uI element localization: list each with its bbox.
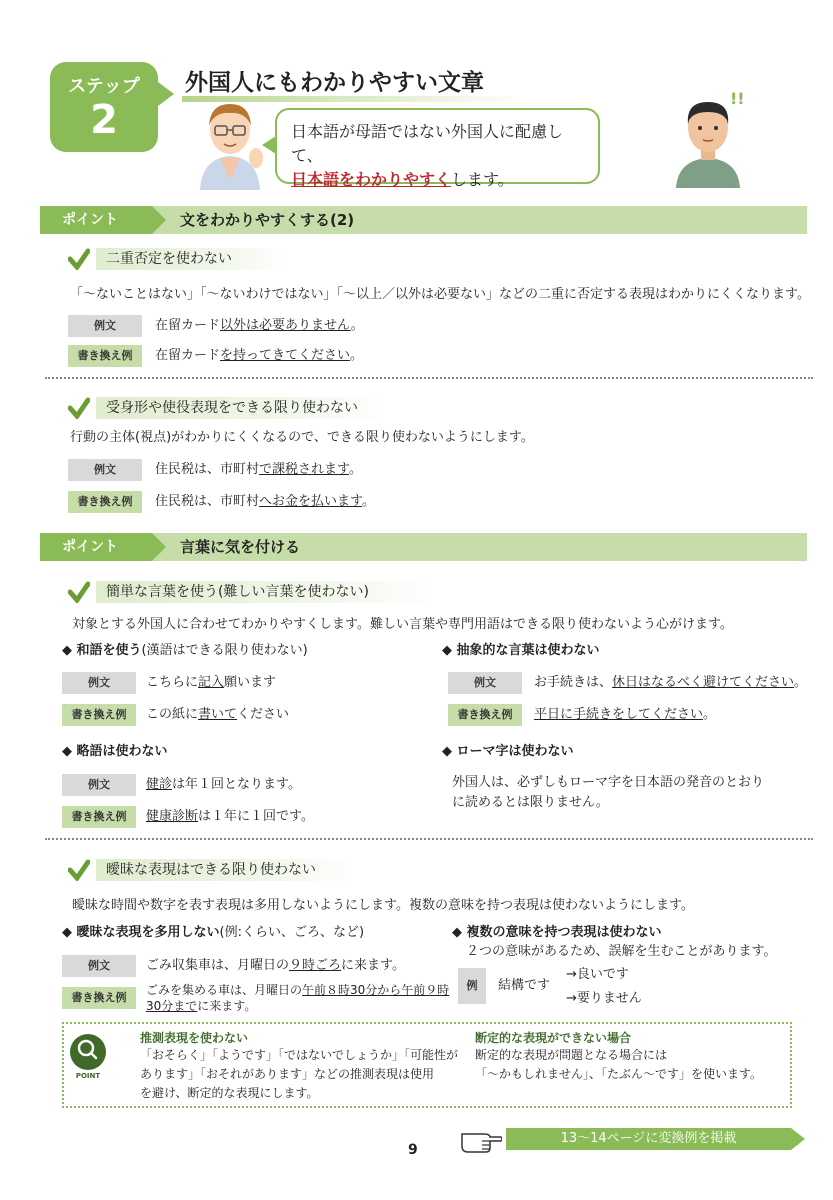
example-sentence: こちらに記入願います bbox=[146, 675, 277, 690]
sub-heading-ambiguous: 曖昧な表現はできる限り使わない bbox=[106, 862, 316, 878]
rewrite-sentence: 健康診断は１年に１回です。 bbox=[146, 809, 314, 824]
tip-right-body: 断定的な表現が問題となる場合には 「～かもしれません」、「たぶん～です」を使います。 bbox=[475, 1048, 763, 1081]
bubble-line2 bbox=[291, 168, 584, 192]
rewrite-tag: 書き換え例 bbox=[68, 345, 142, 367]
example-tag: 例文 bbox=[62, 672, 136, 694]
point-icon-label: POINT bbox=[75, 1072, 101, 1080]
rewrite-tag: 書き換え例 bbox=[68, 491, 142, 513]
example-tag: 例文 bbox=[68, 459, 142, 481]
bubble-tail bbox=[262, 136, 276, 154]
phrase-kekkou: 結構です bbox=[498, 978, 551, 993]
example-sentence: 健診は年１回となります。 bbox=[146, 777, 301, 792]
bullet-romaji: ◆ ローマ字は使わない bbox=[442, 744, 574, 759]
bullet-multiple-meaning: ◆ 複数の意味を持つ表現は使わない bbox=[452, 925, 662, 940]
example-sentence: ごみ収集車は、月曜日の９時ごろに来ます。 bbox=[146, 958, 405, 973]
rewrite-sentence: 平日に手続きをしてください。 bbox=[534, 707, 717, 722]
rewrite-tag: 書き換え例 bbox=[62, 987, 136, 1009]
romaji-line1: 外国人は、必ずしもローマ字を日本語の発音のとおり bbox=[452, 775, 765, 790]
check-icon bbox=[68, 581, 90, 603]
example-tag: 例文 bbox=[448, 672, 522, 694]
example-tag: 例文 bbox=[62, 774, 136, 796]
point-magnifier-icon bbox=[70, 1034, 106, 1070]
point1-title: 文をわかりやすくする(2) bbox=[180, 211, 355, 229]
bullet-ambiguous: ◆ 曖昧な表現を多用しない(例:くらい、ごろ、など) bbox=[62, 925, 365, 940]
example-sentence: お手続きは、休日はなるべく避けてください。 bbox=[534, 675, 808, 690]
sub-heading-simple-words: 簡単な言葉を使う(難しい言葉を使わない) bbox=[106, 584, 369, 600]
example-tag: 例文 bbox=[62, 955, 136, 977]
bullet-abbreviation: ◆ 略語は使わない bbox=[62, 744, 168, 759]
example-tag-short: 例 bbox=[458, 968, 486, 1004]
page-title: 外国人にもわかりやすい文章 bbox=[185, 70, 484, 96]
rewrite-tag: 書き換え例 bbox=[62, 704, 136, 726]
bubble-line1: 日本語が母語ではない外国人に配慮して、 bbox=[291, 122, 564, 165]
bullet-abstract: ◆ 抽象的な言葉は使わない bbox=[442, 643, 600, 658]
point2-title: 言葉に気を付ける bbox=[180, 538, 301, 556]
tip-left-heading: 推測表現を使わない bbox=[140, 1031, 249, 1045]
sub-heading-double-negative: 二重否定を使わない bbox=[106, 251, 232, 267]
desc-passive: 行動の主体(視点)がわかりにくくなるので、できる限り使わないようにします。 bbox=[70, 430, 534, 445]
rewrite-sentence: 住民税は、市町村へお金を払います。 bbox=[155, 494, 375, 509]
dotted-divider bbox=[45, 377, 813, 379]
teacher-illustration-icon bbox=[190, 96, 270, 190]
check-icon bbox=[68, 397, 90, 419]
check-icon bbox=[68, 248, 90, 270]
meaning-not-needed: →要りません bbox=[566, 991, 642, 1006]
point1-label: ポイント bbox=[40, 206, 152, 234]
example-sentence: 在留カード以外は必要ありません。 bbox=[155, 318, 364, 333]
tip-left-body: 「おそらく」「ようです」「ではないでしょうか」「可能性が あります」「おそれがあります」などの推測表現は使用 を避け、断定的な表現にします。 bbox=[140, 1048, 459, 1100]
multiple-meaning-desc: ２つの意味があるため、誤解を生むことがあります。 bbox=[466, 944, 777, 959]
romaji-line2: に読めるとは限りません。 bbox=[452, 795, 609, 810]
rewrite-sentence: この紙に書いてください bbox=[146, 707, 290, 722]
bubble-emphasis: 日本語をわかりやすく bbox=[291, 170, 452, 189]
dotted-divider bbox=[45, 838, 813, 840]
rewrite-sentence: 在留カードを持ってきてください。 bbox=[155, 348, 364, 363]
page-number: 9 bbox=[408, 1142, 418, 1158]
desc-ambiguous: 曖昧な時間や数字を表す表現は多用しないようにします。複数の意味を持つ表現は使わないようにします。 bbox=[72, 898, 694, 913]
conversion-examples-link[interactable]: 13～14ページに変換例を掲載 bbox=[506, 1128, 791, 1150]
rewrite-tag: 書き換え例 bbox=[448, 704, 522, 726]
sub-heading-passive: 受身形や使役表現をできる限り使わない bbox=[106, 400, 358, 416]
desc-double-negative: 「～ないことはない」「～ないわけではない」「～以上／以外は必要ない」などの二重に否定する表現はわかりにくくなります。 bbox=[70, 287, 810, 302]
step-badge bbox=[50, 62, 158, 152]
check-icon bbox=[68, 859, 90, 881]
rewrite-sentence: ごみを集める車は、月曜日の午前８時30分から午前９時 30分までに来ます。 bbox=[146, 983, 450, 1013]
desc-simple-words: 対象とする外国人に合わせてわかりやすくします。難しい言葉や専門用語はできる限り使わないよう心がけます。 bbox=[72, 617, 733, 632]
meaning-good: →良いです bbox=[566, 967, 629, 982]
point2-label: ポイント bbox=[40, 533, 152, 561]
tip-right-heading: 断定的な表現ができない場合 bbox=[475, 1031, 632, 1045]
step-number: 2 bbox=[90, 97, 118, 143]
foreigner-illustration-icon bbox=[668, 88, 748, 188]
step-word: ステップ bbox=[68, 76, 140, 97]
bubble-rest: します。 bbox=[451, 170, 514, 189]
example-sentence: 住民税は、市町村で課税されます。 bbox=[155, 462, 362, 477]
pointing-hand-icon bbox=[460, 1124, 502, 1154]
speech-bubble bbox=[275, 108, 600, 189]
bullet-wago: ◆ 和語を使う(漢語はできる限り使わない) bbox=[62, 643, 308, 658]
svg-text:!!: !! bbox=[730, 89, 745, 108]
example-tag: 例文 bbox=[68, 315, 142, 337]
rewrite-tag: 書き換え例 bbox=[62, 806, 136, 828]
